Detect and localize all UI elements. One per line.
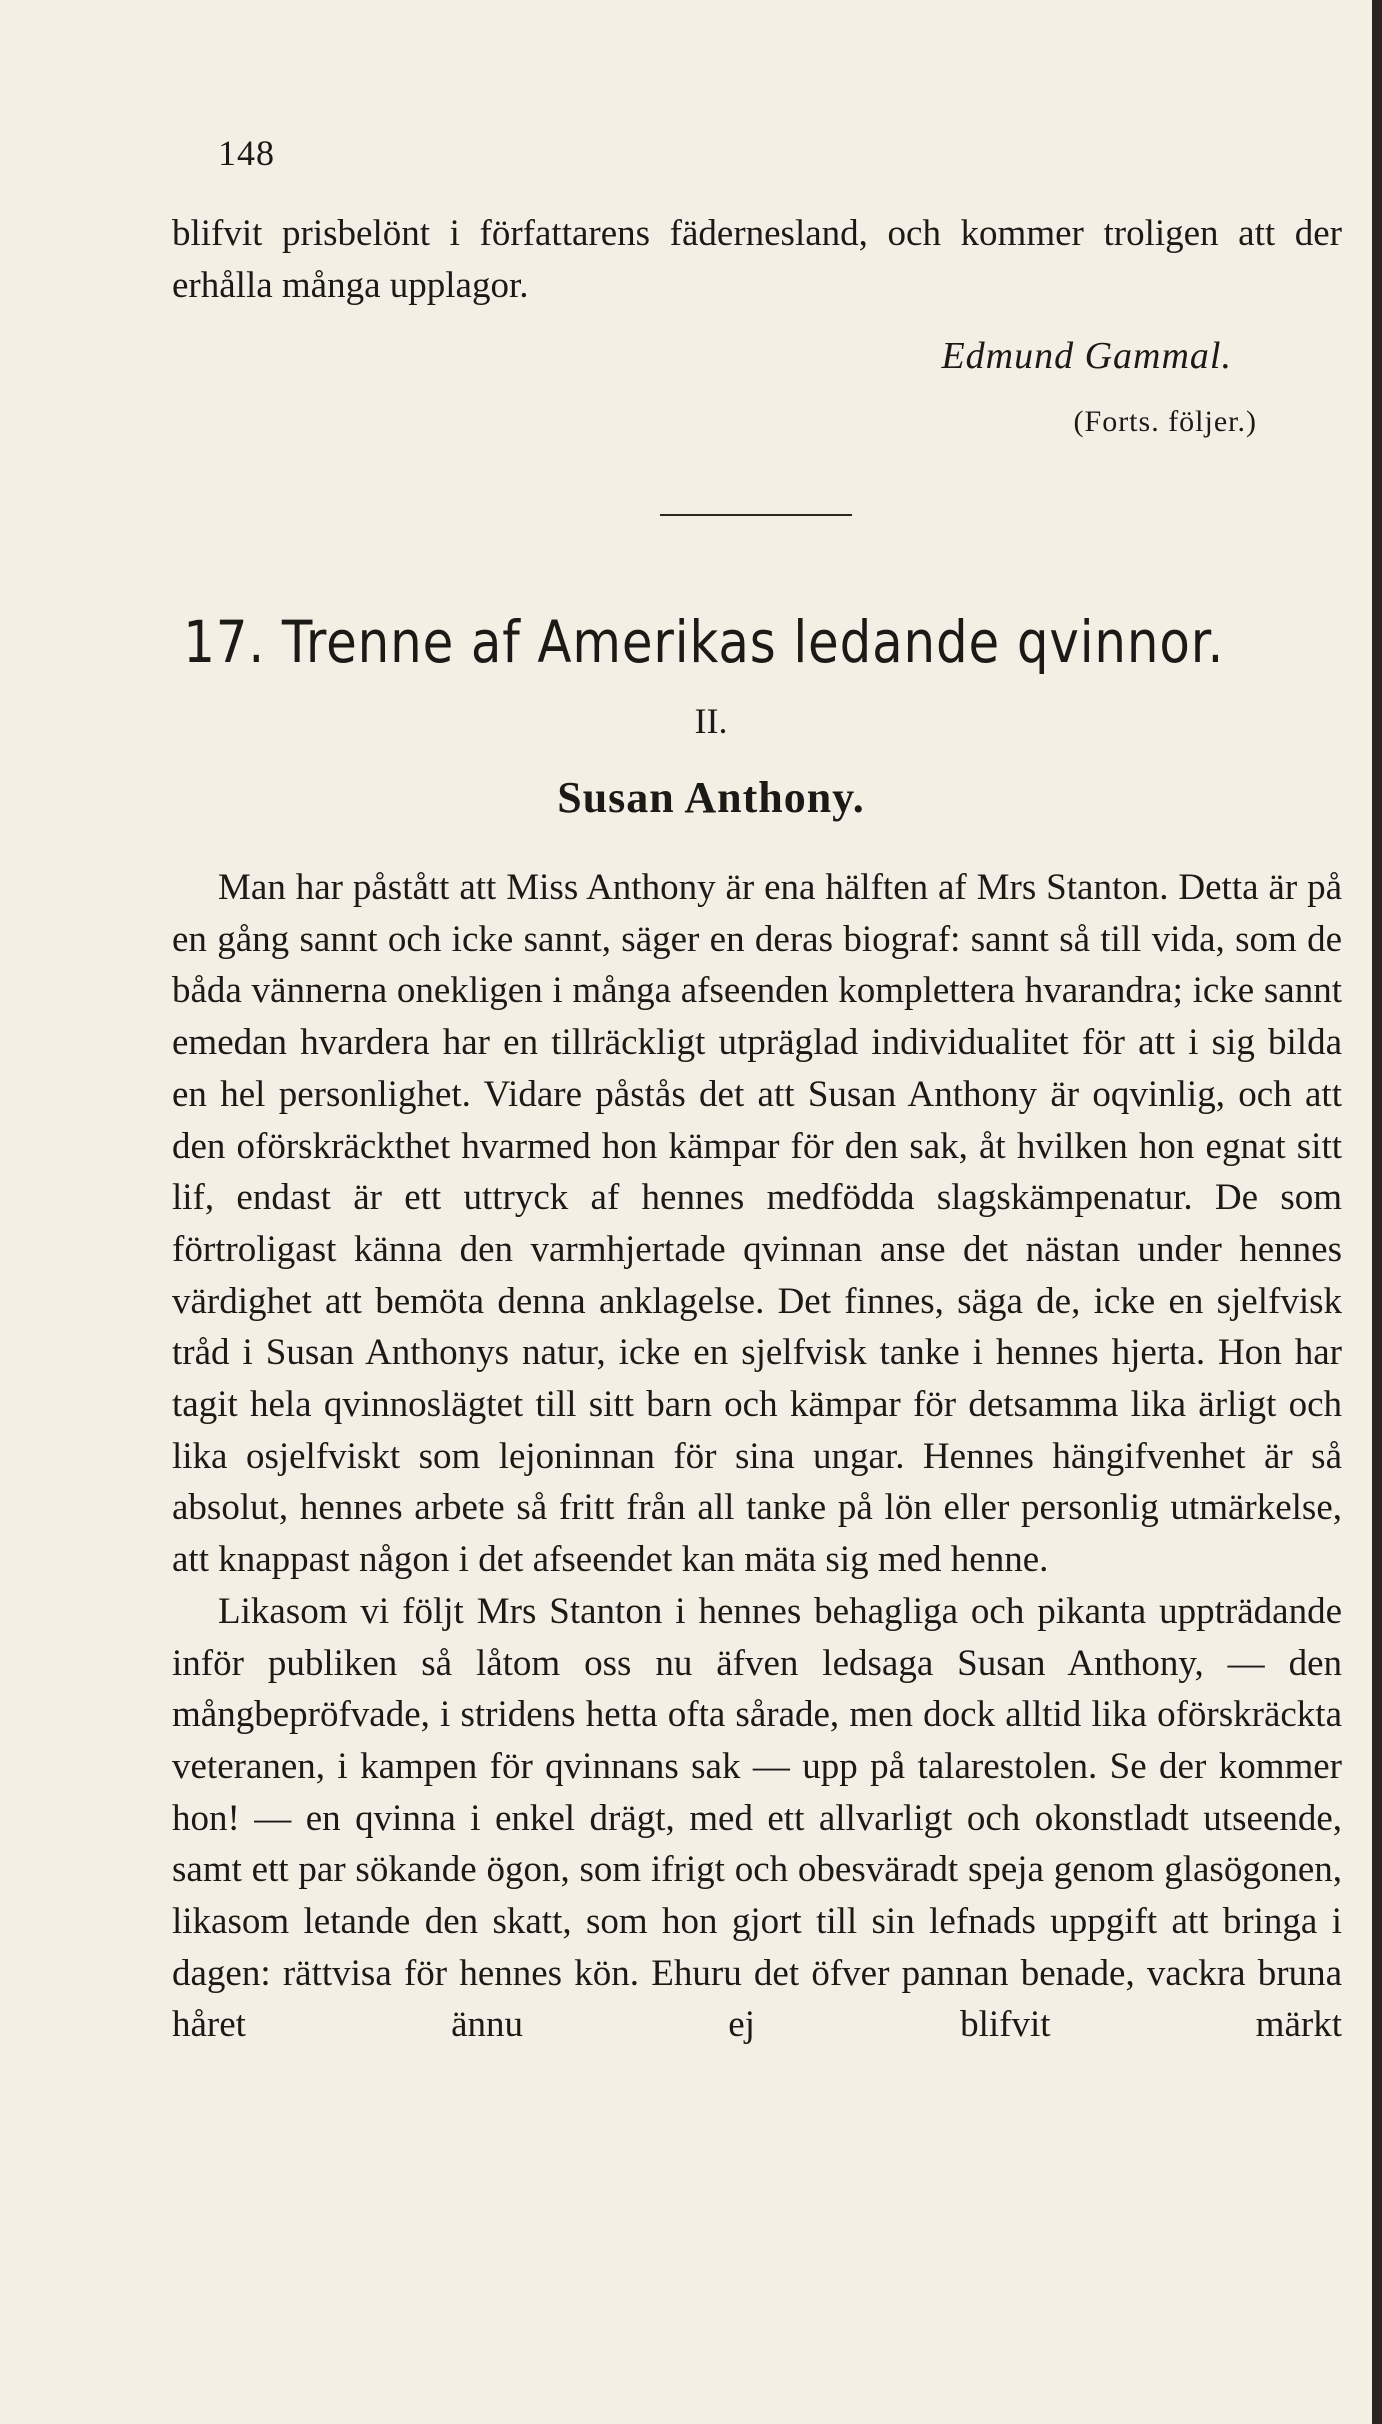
author-signature: Edmund Gammal.: [941, 335, 1232, 377]
article-title: 17. Trenne af Amerikas ledande qvinnor.: [183, 608, 1225, 676]
intro-text: [172, 208, 1342, 311]
continued-note: (Forts. följer.): [1073, 405, 1257, 438]
intro-paragraph: blifvit prisbelönt i författarens fädernesland, och kommer troligen att der erhålla många upplagor.: [172, 213, 1342, 306]
page-number: 148: [218, 133, 275, 173]
book-spine-edge: [1372, 0, 1382, 2424]
article-body: [172, 862, 1342, 2051]
section-divider: [660, 514, 852, 516]
article-part-number: II.: [694, 701, 728, 741]
body-paragraph-1: Man har påstått att Miss Anthony är ena hälften af Mrs Stanton. Detta är på en gång sannt och icke sannt, säger en deras biograf: sannt så till vida, som de båda vännerna onekligen i många afseenden komplettera hvarandra; icke sannt emedan hvardera har en tillräckligt utpräglad individualitet för att i sig bilda en hel personlighet. Vidare påstås det att Susan Anthony är oqvinlig, och att den oförskräckthet hvarmed hon kämpar för den sak, åt hvilken hon egnat sitt lif, endast är ett uttryck af hennes medfödda slagskämpenatur. De som förtroligast känna den varmhjertade qvinnan anse det nästan under hennes värdighet att bemöta denna anklagelse. Det finnes, säga de, icke en sjelfvisk tråd i Susan Anthonys natur, icke en sjelfvisk tanke i hennes hjerta. Hon har tagit hela qvinnoslägtet till sitt barn och kämpar för detsamma lika ärligt och lika osjelfviskt som lejoninnan för sina ungar. Hennes hängifvenhet är så absolut, hennes arbete så fritt från all tanke på lön eller personlig utmärkelse, att knappast någon i det afseendet kan mäta sig med henne.: [172, 867, 1342, 1581]
body-paragraph-2: Likasom vi följt Mrs Stanton i hennes behagliga och pikanta uppträdande inför publiken så låtom oss nu äfven ledsaga Susan Anthony, — den mångbepröfvade, i stridens hetta ofta sårade, men dock alltid lika oförskräckta veteranen, i kampen för qvinnans sak — upp på talarestolen. Se der kommer hon! — en qvinna i enkel drägt, med ett allvarligt och okonstladt utseende, samt ett par sökande ögon, som ifrigt och obesväradt speja genom glasögonen, likasom letande den skatt, som hon gjort till sin lefnads uppgift att bringa i dagen: rättvisa för hennes kön. Ehuru det öfver pannan benade, vackra bruna håret ännu ej blifvit märkt: [172, 1590, 1342, 2046]
article-subject: Susan Anthony.: [557, 773, 865, 822]
